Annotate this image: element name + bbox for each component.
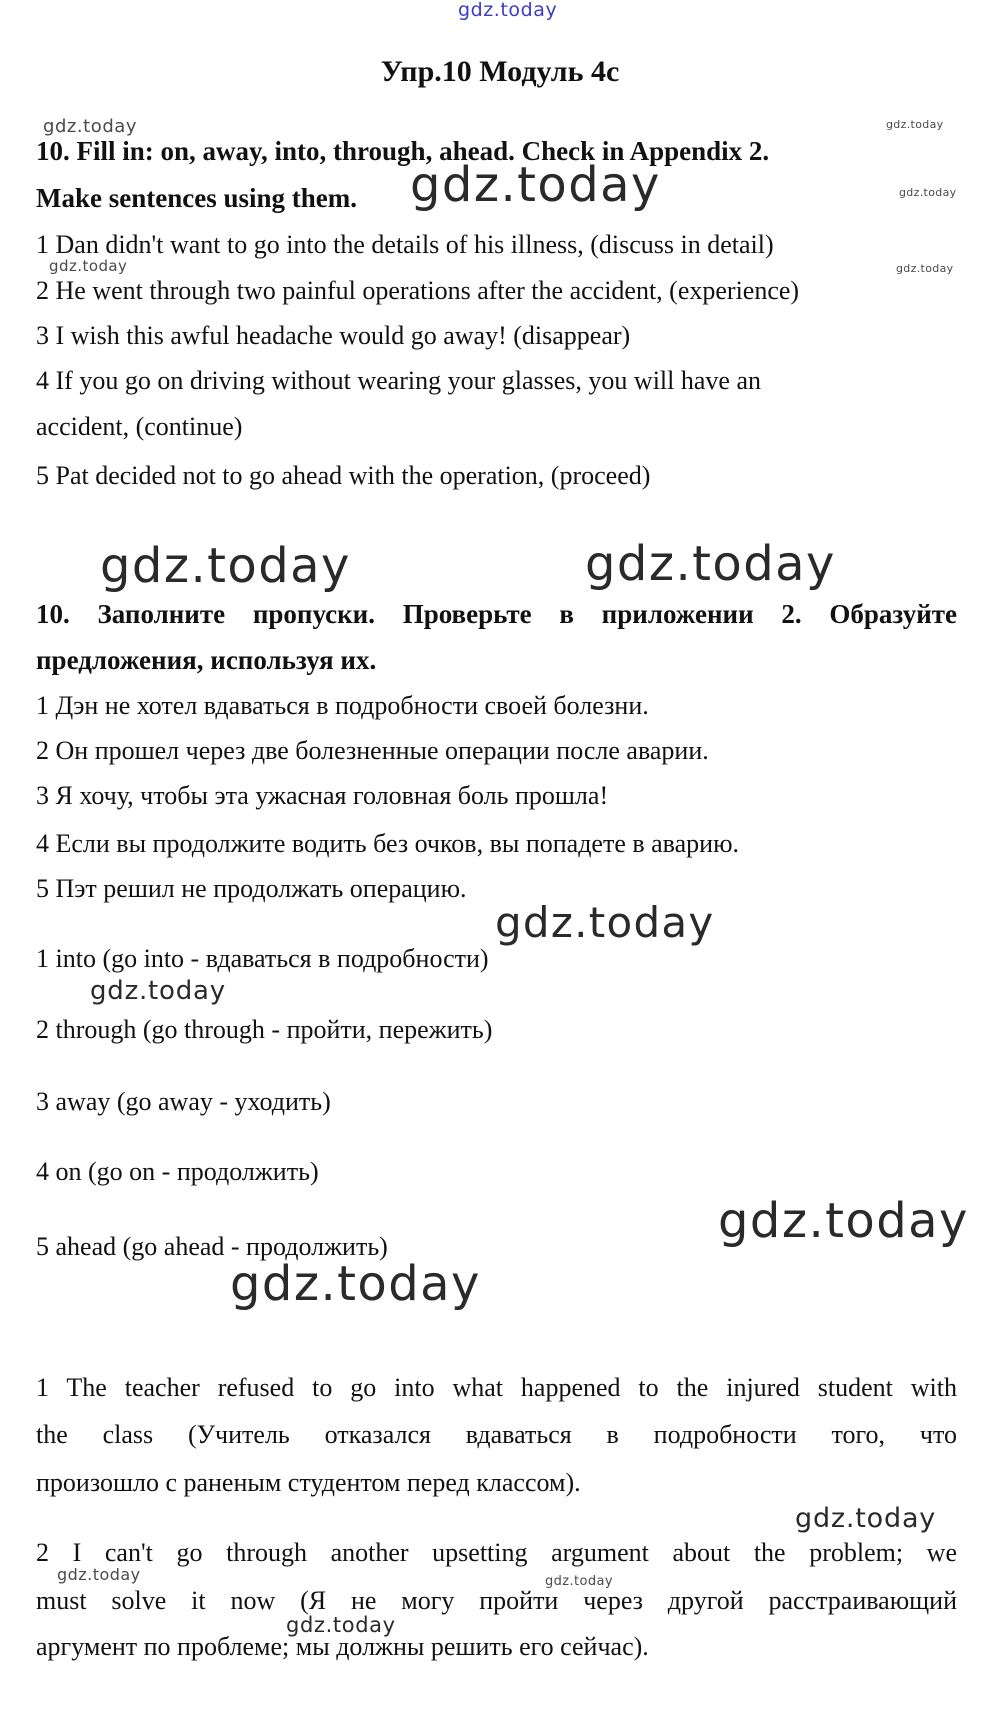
watermark-large-lower-right: gdz.today: [718, 1193, 969, 1249]
task-ru-item-2: 2 Он прошел через две болезненные операции после аварии.: [36, 736, 709, 765]
task-en-heading-line2: Make sentences using them.: [36, 183, 357, 213]
watermark-large-answers: gdz.today: [495, 898, 715, 947]
watermark-tiny-right-2: gdz.today: [899, 186, 957, 199]
example-2-line3: аргумент по проблеме; мы должны решить его сейчас).: [36, 1632, 649, 1661]
task-en-item-4-cont: accident, (continue): [36, 412, 243, 441]
task-ru-heading-line2: предложения, используя их.: [36, 645, 377, 675]
task-ru-item-3: 3 Я хочу, чтобы эта ужасная головная боль прошла!: [36, 781, 609, 810]
task-ru-item-1: 1 Дэн не хотел вдаваться в подробности своей болезни.: [36, 691, 649, 720]
watermark-medium-answers-left: gdz.today: [90, 976, 226, 1006]
page-title: Упр.10 Модуль 4c: [380, 55, 620, 88]
example-2-line2: must solve it now (Я не могу пройти через другой расстраивающий: [36, 1586, 957, 1615]
answer-5: 5 ahead (go ahead - продолжить): [36, 1232, 388, 1261]
watermark-large-mid-left: gdz.today: [100, 538, 351, 594]
task-ru-item-4: 4 Если вы продолжите водить без очков, вы попадете в аварию.: [36, 829, 739, 858]
watermark-small-bottom-left: gdz.today: [57, 1565, 141, 1584]
watermark-small-left-top: gdz.today: [43, 116, 138, 137]
watermark-small-left-items: gdz.today: [49, 257, 128, 275]
watermark-medium-bottom-right: gdz.today: [795, 1503, 937, 1534]
answer-2: 2 through (go through - пройти, пережить): [36, 1015, 493, 1044]
watermark-medium-bottom-center: gdz.today: [286, 1613, 396, 1637]
task-ru-item-5: 5 Пэт решил не продолжать операцию.: [36, 874, 467, 903]
example-1-line3: произошло с раненым студентом перед классом).: [36, 1468, 581, 1497]
task-en-item-3: 3 I wish this awful headache would go away! (disappear): [36, 321, 631, 350]
example-2-line1: 2 I can't go through another upsetting argument about the problem; we: [36, 1538, 957, 1567]
watermark-tiny-bottom-center: gdz.today: [545, 1574, 613, 1589]
watermark-tiny-right-1: gdz.today: [886, 118, 944, 131]
task-en-item-1: 1 Dan didn't want to go into the details of his illness, (discuss in detail): [36, 230, 774, 259]
answer-3: 3 away (go away - уходить): [36, 1087, 331, 1116]
task-en-heading-line1: 10. Fill in: on, away, into, through, ahead. Check in Appendix 2.: [36, 136, 770, 166]
answer-4: 4 on (go on - продолжить): [36, 1157, 319, 1186]
task-ru-heading-line1: 10. Заполните пропуски. Проверьте в приложении 2. Образуйте: [36, 599, 957, 629]
watermark-large-lower-center: gdz.today: [230, 1256, 481, 1312]
watermark-large-heading: gdz.today: [410, 157, 661, 213]
watermark-top-blue: gdz.today: [458, 0, 558, 21]
watermark-tiny-right-3: gdz.today: [896, 262, 954, 275]
example-1-line2: the class (Учитель отказался вдаваться в подробности того, что: [36, 1420, 957, 1449]
watermark-large-mid-right: gdz.today: [585, 536, 836, 592]
answer-1: 1 into (go into - вдаваться в подробности): [36, 944, 489, 973]
task-en-item-4: 4 If you go on driving without wearing your glasses, you will have an: [36, 366, 761, 395]
task-en-item-2: 2 He went through two painful operations after the accident, (experience): [36, 276, 800, 305]
example-1-line1: 1 The teacher refused to go into what happened to the injured student with: [36, 1373, 957, 1402]
task-en-item-5: 5 Pat decided not to go ahead with the operation, (proceed): [36, 461, 651, 490]
